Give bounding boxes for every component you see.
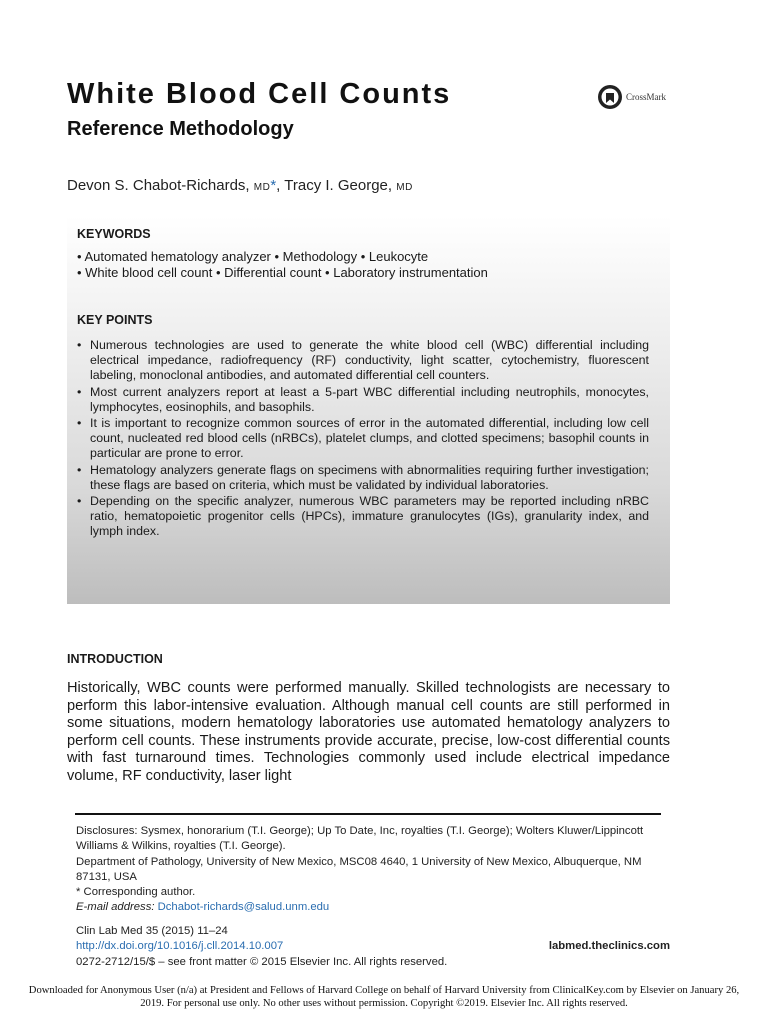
key-point-item: • Most current analyzers report at least a 5-part WBC differential including neutrophils, monocytes, lymphocytes, eosinophils, and basophils. — [77, 384, 649, 414]
email-line — [76, 900, 670, 915]
footnotes — [76, 824, 670, 916]
crossmark-badge[interactable] — [597, 84, 666, 110]
crossmark-label: CrossMark — [626, 92, 666, 102]
author-degree: MD — [253, 182, 271, 193]
author-name: Tracy I. George, — [284, 177, 393, 194]
key-point-item: • Depending on the specific analyzer, numerous WBC parameters may be reported including nRBC ratio, hematopoietic progenitor cells (HPCs), immature granulocytes (IGs), granularity index, and lymph index. — [77, 494, 649, 539]
introduction-heading: INTRODUCTION — [67, 652, 163, 666]
key-points-heading: KEY POINTS — [77, 313, 153, 327]
key-point-item: • Hematology analyzers generate flags on specimens with abnormalities requiring further investigation; these flags are based on criteria, which must be validated by individual laboratories. — [77, 462, 649, 492]
keywords-line: • White blood cell count • Differential count • Laboratory instrumentation — [77, 265, 488, 280]
doi-link[interactable]: http://dx.doi.org/10.1016/j.cll.2014.10.007 — [76, 940, 284, 953]
footnote-divider — [75, 813, 661, 815]
article-title: White Blood Cell Counts — [67, 78, 452, 110]
summary-box — [67, 216, 670, 604]
bullet-icon: • — [77, 338, 82, 352]
author-degree: MD — [396, 182, 413, 193]
author-separator: , — [276, 177, 281, 194]
download-notice: Downloaded for Anonymous User (n/a) at President and Fellows of Harvard College on behalf of Harvard University from ClinicalKey.com by Elsevier on January 26, 2019. For personal use only. No other uses without permission. Copyright ©2019. Elsevier Inc. All rights reserved. — [28, 985, 740, 1009]
crossmark-icon — [597, 84, 623, 110]
bullet-icon: • — [77, 494, 82, 509]
key-point-item: • It is important to recognize common sources of error in the automated differential, including low cell count, nucleated red blood cells (nRBCs), platelet clumps, and clotted specimens; basophil counts in particular are prone to error. — [77, 416, 649, 461]
bullet-icon: • — [77, 416, 82, 431]
key-point-item: • Numerous technologies are used to generate the white blood cell (WBC) differential including electrical impedance, radiofrequency (RF) conductivity, light scatter, cytochemistry, fluorescent labeling, monoclonal antibodies, and automated differential cell counters. — [77, 338, 649, 383]
bullet-icon: • — [77, 462, 82, 477]
journal-site[interactable]: labmed.theclinics.com — [548, 940, 670, 953]
email-label: E-mail address: — [76, 901, 155, 914]
affiliation-note: Department of Pathology, University of New Mexico, MSC08 4640, 1 University of New Mexico, Albuquerque, NM 87131, USA — [76, 855, 642, 883]
key-points-list — [77, 338, 649, 541]
article-subtitle: Reference Methodology — [67, 118, 294, 140]
introduction-paragraph: Historically, WBC counts were performed manually. Skilled technologists are necessary to perform this labor-intensive evaluation. Although manual cell counts are still performed in some situations, modern hematology laboratories use automated hematology analyzers to perform cell counts. These instruments provide accurate, precise, low-cost differential counts with fast turnaround times. Technologies commonly used include electrical impedance volume, RF conductivity, laser light — [67, 680, 670, 784]
keywords-line: • Automated hematology analyzer • Methodology • Leukocyte — [77, 249, 429, 264]
author-name: Devon S. Chabot-Richards, — [67, 177, 250, 194]
corresponding-note: * Corresponding author. — [76, 886, 196, 899]
copyright-line: 0272-2712/15/$ – see front matter © 2015 Elsevier Inc. All rights reserved. — [76, 955, 448, 968]
author-list — [67, 177, 413, 194]
journal-citation: Clin Lab Med 35 (2015) 11–24 — [76, 925, 228, 937]
email-link[interactable]: Dchabot-richards@salud.unm.edu — [157, 901, 330, 914]
corresponding-author-mark[interactable]: * — [270, 177, 277, 194]
keywords-heading: KEYWORDS — [77, 227, 151, 241]
disclosures-note: Disclosures: Sysmex, honorarium (T.I. George); Up To Date, Inc, royalties (T.I. George); Wolters Kluwer/Lippincott Williams & Wilkins, royalties (T.I. George). — [76, 825, 644, 853]
citation-block — [76, 924, 670, 970]
bullet-icon: • — [77, 384, 82, 399]
